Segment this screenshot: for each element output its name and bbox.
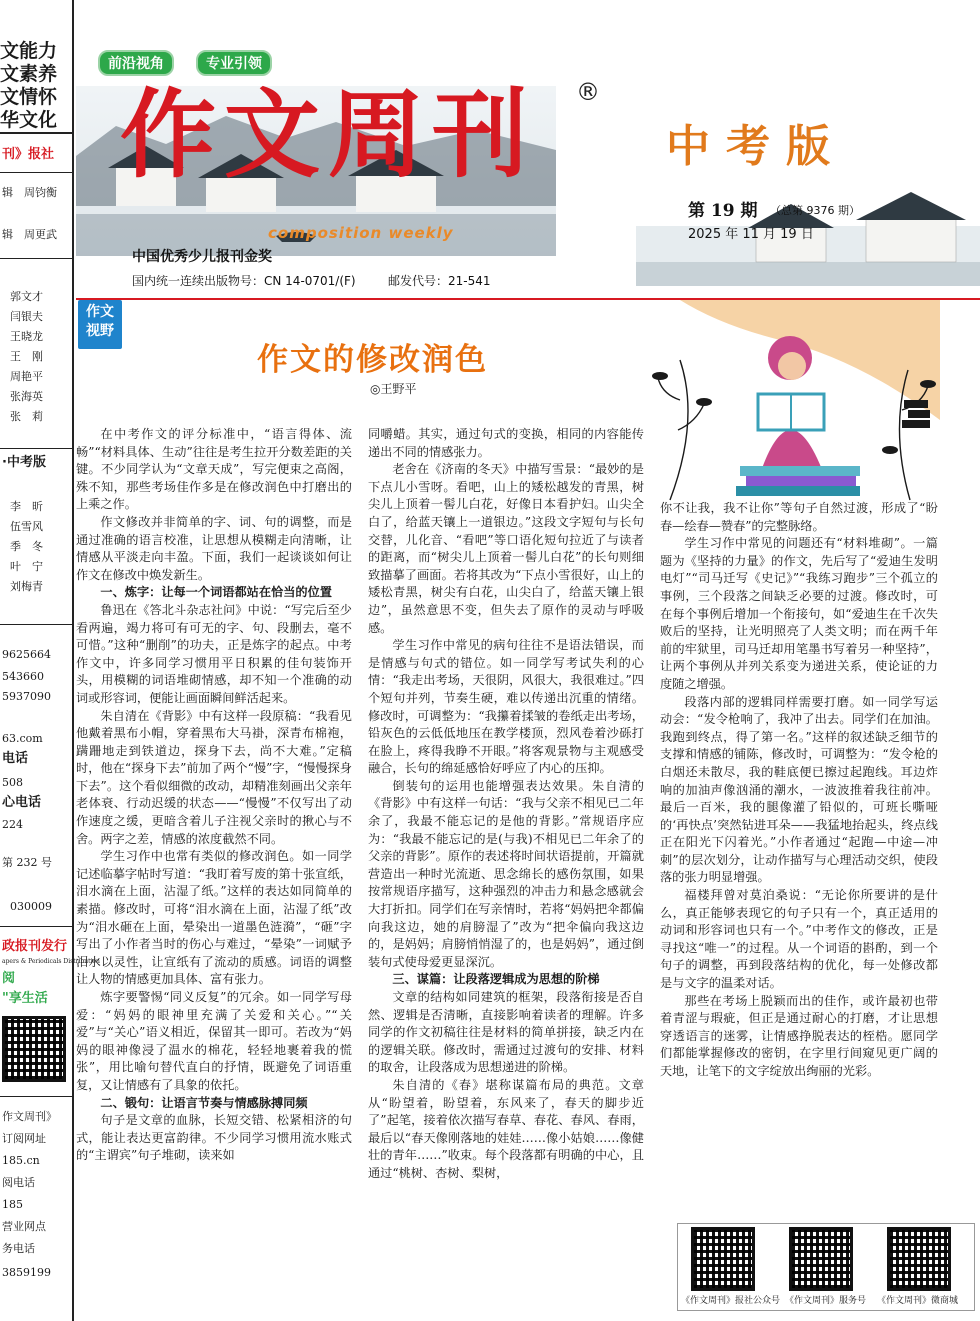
service-account-qr-icon[interactable]	[789, 1227, 853, 1291]
slogan-line: 文能力	[0, 40, 58, 62]
staff-name: 闫银夫	[10, 310, 43, 323]
footer-item: 阅电话	[2, 1176, 35, 1189]
edition-label: ·中考版	[2, 455, 46, 470]
post-code: 邮发代号：21-541	[388, 274, 491, 288]
slogan-line: 华文化	[0, 109, 58, 131]
phone-number: 9625664	[2, 648, 51, 661]
distributor-sub: apers & Periodicals Distribution	[2, 958, 100, 965]
slogan-line: 文情怀	[0, 86, 58, 108]
phone-number: 543660	[2, 670, 44, 683]
paragraph: 朱自清在《背影》中有这样一段原稿：“我看见他戴着黑布小帽，穿着黑布大马褂，深青布棉袍，蹒跚地走到铁道边，探身下去，尚不大难。”定稿时，他在“探身下去”前加了两个“慢”字，“慢慢探身下去”。这个看似细微的改动，却精准刻画出父亲年老体衰、行动迟缓的状态——“慢慢”不仅写出了动作速度之缓，更暗含着儿子注视父亲时的揪心与不舍。两字之差，情感的浓度截然不同。	[76, 708, 352, 846]
registration-number: 国内统一连续出版物号：CN 14-0701/(F)	[132, 274, 356, 288]
tag-pill: 前沿视角	[98, 50, 174, 76]
paragraph: 在中考作文的评分标准中，“语言得体、流畅”“材料具体、生动”往往是考生拉开分数差距的关键。不少同学认为“文章天成”，写完便束之高阁，殊不知，那些考场佳作多是在修改润色中打磨出的上乘之作。	[76, 427, 352, 512]
staff-name: 张海英	[10, 390, 43, 403]
registered-mark: ®	[576, 78, 600, 106]
paragraph: 文章的结构如同建筑的框架，段落衔接是否自然、逻辑是否清晰，直接影响着读者的理解。许多同学的作文初稿往往是材料的简单拼接，缺乏内在的逻辑关联。修改时，需通过过渡句的安排、材料的取舍，让段落成为思想递进的阶梯。	[368, 990, 644, 1075]
subscribe-a: 阅	[2, 971, 16, 986]
village-illustration-right-icon	[636, 156, 980, 286]
staff-name: 季 冬	[10, 540, 43, 553]
award-text: 中国优秀少儿报刊金奖	[132, 249, 272, 265]
article-byline: ◎王野平	[370, 382, 417, 396]
footer-item: 185.cn	[2, 1154, 40, 1167]
center-phone-value: 224	[2, 818, 23, 831]
staff-name: 叶 宁	[10, 560, 43, 573]
address: 第 232 号	[2, 856, 52, 869]
publisher-label: 刊》报社	[2, 147, 55, 162]
staff-name: 张 莉	[10, 410, 43, 423]
staff-name: 王 刚	[10, 350, 43, 363]
qr-code-box	[677, 1223, 977, 1313]
web-address: 63.com	[2, 732, 43, 745]
qr-label: 《作文周刊》报社公众号	[681, 1296, 781, 1306]
newspaper-subtitle: composition weekly	[268, 224, 454, 242]
section-heading: 二、锻句：让语言节奏与情感脉搏同频	[100, 1095, 308, 1110]
slogan-line: 文素养	[0, 63, 58, 85]
footer-item: 185	[2, 1198, 23, 1211]
editor-line: 辑 周更武	[2, 228, 57, 241]
paragraph: 朱自清的《春》堪称谋篇布局的典范。文章从“盼望着，盼望着，东风来了，春天的脚步近了”起笔，接着依次描写春草、春花、春风、春雨，最后以“春天像刚落地的娃娃……像小姑娘……像健壮的青年……”收束。每个段落都有明确的中心，且通过“桃树、杏树、梨树，	[368, 1077, 644, 1180]
paragraph: 你不让我，我不让你”等句子自然过渡，形成了“盼春—绘春—赞春”的完整脉络。	[660, 501, 938, 533]
micro-mall-qr-icon[interactable]	[887, 1227, 951, 1291]
paragraph: 作文修改并非简单的字、词、句的调整，而是通过准确的语言校准，让思想从模糊走向清晰，让情感从平淡走向丰盈。下面，我们一起谈谈如何让作文在修改中焕发新生。	[76, 514, 352, 582]
footer-item: 务电话	[2, 1242, 35, 1255]
staff-name: 刘梅青	[10, 580, 43, 593]
paragraph: 老舍在《济南的冬天》中描写雪景：“最妙的是下点儿小雪呀。看吧，山上的矮松越发的青黑，树尖儿上顶着一髻儿白花，好像日本看护妇。山尖全白了，给蓝天镶上一道银边。”这段文字短句与长句交替，儿化音、“看吧”等口语化短句拉近了与读者的距离，而“树尖儿上顶着一髻儿白花”的长句则细致描摹了画面。若将其改为“下点小雪很好，山上的矮松青黑，树尖有白花，山尖白了，给蓝天镶上银边”，虽然意思不变，但失去了原作的灵动与呼吸感。	[368, 462, 644, 635]
paragraph: 学生习作中常见的病句往往不是语法错误，而是情感与句式的错位。如一同学写考试失利的心情：“我走出考场，天很阴，风很大，我很难过。”四个短句并列，节奏生硬，难以传递出沉重的情绪。修改时，可调整为：“我攥着揉皱的卷纸走出考场，铅灰色的云低低地压在教学楼顶，烈风卷着沙砾打在脸上，疼得我睁不开眼。”将客观景物与主观感受融合，长句的绵延感恰好呼应了内心的压抑。	[368, 638, 644, 776]
article-column-1	[76, 426, 352, 1165]
paragraph: 炼字要警惕“同义反复”的冗余。如一同学写母爱：“妈妈的眼神里充满了关爱和关心。”“关爱”与“关心”语义相近，保留其一即可。若改为“妈妈的眼神像浸了温水的棉花，轻轻地裹着我的慌张”，用比喻句替代直白的抒情，既避免了词语重复，又让情感有了具象的依托。	[76, 990, 352, 1092]
distributor: 政报刊发行	[2, 939, 68, 954]
paragraph: 福楼拜曾对莫泊桑说：“无论你所要讲的是什么，真正能够表现它的句子只有一个，真正适用的动词和形容词也只有一个。”中考作文的修改，正是寻找这“唯一”的过程。从一个词语的斟酌，到一个句子的调整，再到段落结构的优化，每一处修改都是与文字的温柔对话。	[660, 888, 938, 991]
article-column-2	[368, 426, 644, 1183]
paragraph: 学生习作中也常有类似的修改润色。如一同学记述临摹字帖时写道：“我盯着写废的第十张宣纸，泪水滴在上面，沾湿了纸。”这样的表达如同简单的素描。修改时，可将“泪水滴在上面，沾湿了纸”改为“泪水砸在上面，晕染出一道墨色涟漪”，“砸”字写出了小作者当时的伤心与难过，“晕染”一词赋予泪水以灵性，让宣纸有了流动的质感。词语的调整让人物的情感更加具体、富有张力。	[76, 849, 352, 987]
article-column-3	[660, 500, 938, 1081]
masthead	[76, 36, 980, 298]
newspaper-title: 作文周刊	[120, 78, 536, 191]
staff-name: 伍雪风	[10, 520, 43, 533]
footer-item: 3859199	[2, 1266, 51, 1279]
subscribe-b: "享生活	[2, 991, 48, 1006]
footer-item: 订阅网址	[2, 1132, 46, 1145]
center-phone-label: 心电话	[2, 795, 42, 810]
paragraph: 段落内部的逻辑同样需要打磨。如一同学写运动会：“发令枪响了，我冲了出去。同学们在加油。我跑到终点，得了第一名。”这样的叙述缺乏细节的支撑和情感的铺陈，修改时，可调整为：“发令枪的白烟还未散尽，我的鞋底便已擦过起跑线。耳边炸响的加油声像汹涌的潮水，一波波推着我往前冲。最后一百米，我的腿像灌了铅似的，可班长嘶哑的‘再快点’突然钻进耳朵——我猛地抬起头，终点线正在阳光下闪着光。”小作者通过“起跑—中途—冲刺”的层次划分，让动作描写与心理活动交织，使段落的张力明显增强。	[660, 694, 938, 885]
section-heading: 一、炼字：让每一个词语都站在恰当的位置	[100, 585, 332, 600]
paragraph: 鲁迅在《答北斗杂志社问》中说：“写完后至少看两遍，竭力将可有可无的字、句、段删去，毫不可惜。”这种“删削”的功夫，正是炼字的起点。中考作文中，许多同学习惯用平日积累的佳句装饰开头，用模糊的词语堆砌情感，却不知一个准确的动词或形容词，便能让画面瞬间鲜活起来。	[76, 602, 352, 705]
qr-label: 《作文周刊》微商城	[877, 1296, 959, 1306]
qr-label: 《作文周刊》服务号	[785, 1296, 867, 1306]
phone-number: 5937090	[2, 690, 51, 703]
phone-label: 电话	[2, 751, 29, 766]
edition-name: 中考版	[666, 121, 846, 172]
phone-value: 508	[2, 776, 23, 789]
staff-name: 李 昕	[10, 500, 43, 513]
tag-pill: 专业引领	[196, 50, 272, 76]
issue-date: 2025 年 11 月 19 日	[688, 227, 814, 242]
column-badge: 作文 视野	[78, 300, 122, 349]
official-account-qr-icon[interactable]	[691, 1227, 755, 1291]
article-title: 作文的修改润色	[257, 342, 488, 378]
issue-total: （总第 9376 期）	[770, 204, 860, 217]
subscribe-qr-icon[interactable]	[2, 1016, 66, 1082]
sidebar-slogans	[0, 40, 57, 132]
paragraph: 同嚼蜡。其实，通过句式的变换，相同的内容能传递出不同的情感张力。	[368, 427, 644, 459]
staff-name: 王晓龙	[10, 330, 43, 343]
staff-name: 周艳平	[10, 370, 43, 383]
paragraph: 那些在考场上脱颖而出的佳作，或许最初也带着青涩与瑕疵，但正是通过耐心的打磨，才让思想穿透语言的迷雾，让情感挣脱表达的桎梏。愿同学们都能掌握修改的密钥，在字里行间窥见更广阔的天地，让笔下的文字绽放出绚丽的光彩。	[660, 993, 938, 1078]
issue-number: 第 19 期	[688, 201, 758, 221]
staff-name: 郭文才	[10, 290, 43, 303]
section-heading: 三、谋篇：让段落逻辑成为思想的阶梯	[392, 972, 600, 987]
paragraph: 学生习作中常见的问题还有“材料堆砌”。一篇题为《坚持的力量》的作文，先后写了“爱迪生发明电灯”“司马迁写《史记》”“我练习跑步”三个孤立的事例，三个段落之间缺乏必要的过渡。修改时，可在每个事例后增加一个衔接句，如“爱迪生在千次失败后的坚持，让光明照亮了人类文明；而在两千年前的牢狱里，司马迁却用笔墨书写着另一种坚持”，让两个事例从并列关系变为递进关系，使论证的力度随之增强。	[660, 536, 938, 691]
footer-item: 作文周刊》	[2, 1110, 57, 1123]
reading-girl-illustration-icon	[640, 300, 940, 500]
zip-code: 030009	[10, 900, 52, 913]
editor-line: 辑 周钧衡	[2, 186, 57, 199]
paragraph: 倒装句的运用也能增强表达效果。朱自清的《背影》中有这样一句话：“我与父亲不相见已二年余了，我最不能忘记的是他的背影。”常规语序应为：“我最不能忘记的是(与我)不相见已二年余了的父亲的背影”。原作的表述将时间状语提前，开篇就营造出一种时光流逝、思念绵长的感伤氛围，如果按常规语序描写，这种强烈的冲击力和悬念感就会大打折扣。同学们在写亲情时，若将“妈妈把伞都偏向我这边，她的肩膀湿了”改为“把伞偏向我这边的，是妈妈；肩膀悄悄湿了的，也是妈妈”，通过倒装句式使母爱更显深沉。	[368, 778, 644, 969]
footer-item: 营业网点	[2, 1220, 46, 1233]
paragraph: 句子是文章的血脉，长短交错、松紧相济的句式，能让表达更富韵律。不少同学习惯用流水账式的“主谓宾”句子堆砌，读来如	[76, 1113, 352, 1163]
